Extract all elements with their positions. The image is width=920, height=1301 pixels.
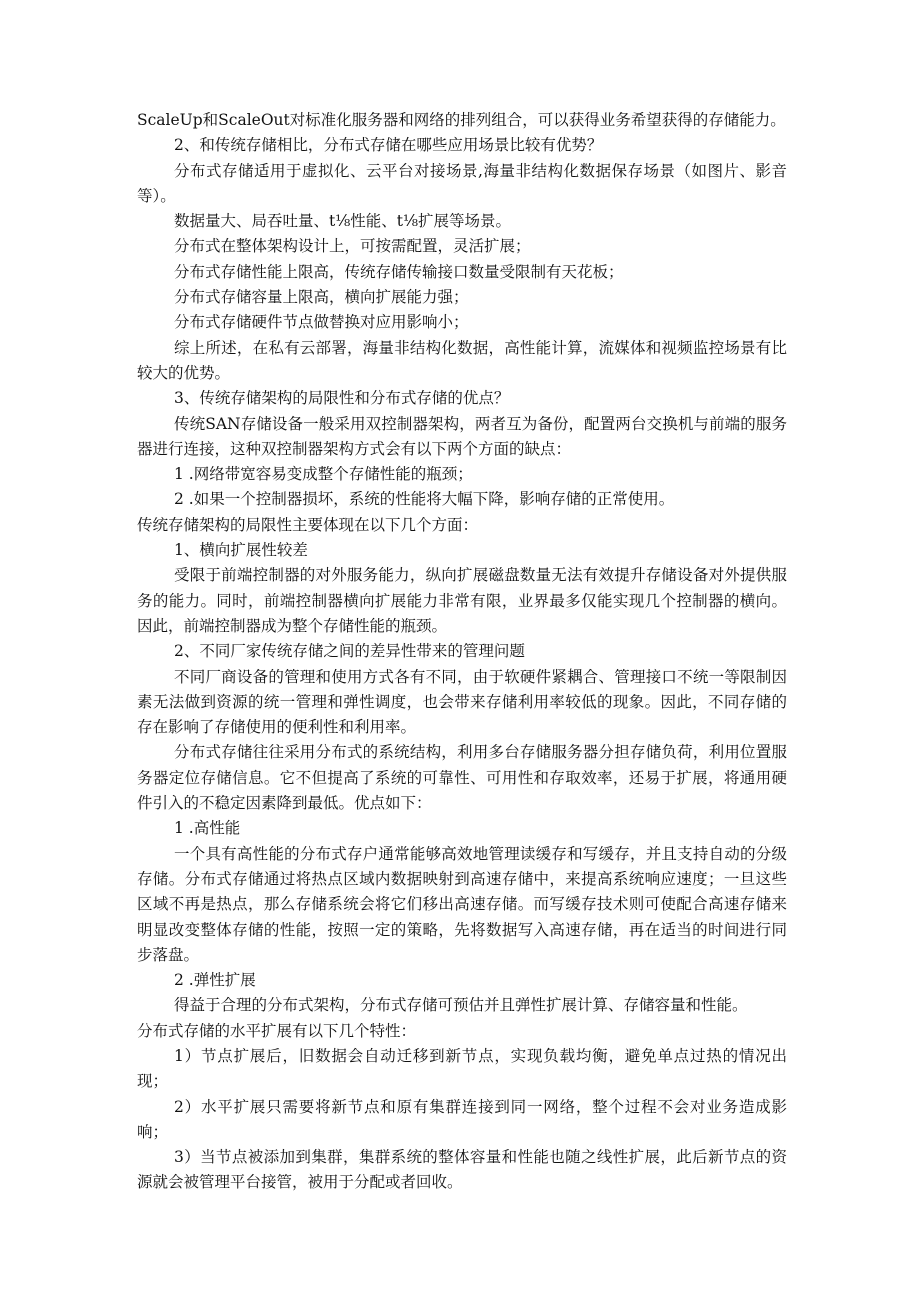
paragraph: 一个具有高性能的分布式存户通常能够高效地管理读缓存和写缓存，并且支持自动的分级存储。分布式存储通过将热点区域内数据映射到高速存储中，来提高系统响应速度；一旦这些区域不再是热点，那么存储系统会将它们移出高速存储。而写缓存技术则可使配合高速存储来明显改变整体存储的性能，按照一定的策略，先将数据写入高速存储，再在适当的时间进行同步落盘。 [137, 844, 787, 964]
paragraph: 得益于合理的分布式架构，分布式存储可预估并且弹性扩展计算、存储容量和性能。 [174, 996, 748, 1015]
subheading: 1、横向扩展性较差 [174, 541, 308, 560]
paragraph: 分布式存储往往采用分布式的系统结构，利用多台存储服务器分担存储负荷，利用位置服务器定位存储信息。它不但提高了系统的可靠性、可用性和存取效率，还易于扩展，将通用硬件引入的不稳定因素降到最低。优点如下： [137, 743, 787, 813]
subheading: 2、不同厂家传统存储之间的差异性带来的管理问题 [174, 642, 525, 661]
list-item: 1）节点扩展后，旧数据会自动迁移到新节点，实现负载均衡，避免单点过热的情况出现； [137, 1046, 787, 1091]
question-heading: 2、和传统存储相比，分布式存储在哪些应用场景比较有优势？ [174, 136, 603, 155]
paragraph: 综上所述，在私有云部署，海量非结构化数据，高性能计算，流媒体和视频监控场景有比较大的优势。 [137, 338, 787, 382]
document-body [137, 108, 787, 1196]
paragraph: 数据量大、局吞吐量、t⅛性能、t⅛扩展等场景。 [174, 212, 512, 231]
paragraph: 分布式存储容量上限高，横向扩展能力强； [174, 288, 469, 307]
subheading: 1 .高性能 [174, 819, 241, 838]
list-item: 2 .如果一个控制器损坏，系统的性能将大幅下降，影响存储的正常使用。 [174, 490, 675, 509]
question-heading: 3、传统存储架构的局限性和分布式存储的优点？ [174, 389, 510, 408]
paragraph: 分布式存储的水平扩展有以下几个特性： [137, 1021, 417, 1040]
list-item: 2）水平扩展只需要将新节点和原有集群连接到同一网络，整个过程不会对业务造成影响； [137, 1097, 787, 1141]
subheading: 2 .弹性扩展 [174, 971, 256, 990]
paragraph: 分布式在整体架构设计上，可按需配置，灵活扩展； [174, 237, 531, 256]
paragraph: ScaleUp和ScaleOut对标准化服务器和网络的排列组合，可以获得业务希望获得的存储能力。 [137, 111, 786, 129]
list-item: 3）当节点被添加到集群，集群系统的整体容量和性能也随之线性扩展，此后新节点的资源就会被管理平台接管，被用于分配或者回收。 [137, 1148, 787, 1192]
paragraph: 不同厂商设备的管理和使用方式各有不同，由于软硬件紧耦合、管理接口不统一等限制因素无法做到资源的统一管理和弹性调度，也会带来存储利用率较低的现象。因此，不同存储的存在影响了存储使用的便利性和利用率。 [137, 667, 787, 737]
paragraph: 传统存储架构的局限性主要体现在以下几个方面： [137, 515, 479, 534]
list-item: 1 .网络带宽容易变成整个存储性能的瓶颈； [174, 465, 473, 484]
paragraph: 传统SAN存储设备一般采用双控制器架构，两者互为备份，配置两台交换机与前端的服务器进行连接，这种双控制器架构方式会有以下两个方面的缺点： [137, 414, 787, 458]
paragraph: 受限于前端控制器的对外服务能力，纵向扩展磁盘数量无法有效提升存储设备对外提供服务的能力。同时，前端控制器横向扩展能力非常有限，业界最多仅能实现几个控制器的横向。因此，前端控制器成为整个存储性能的瓶颈。 [137, 566, 787, 635]
paragraph: 分布式存储适用于虚拟化、云平台对接场景,海量非结构化数据保存场景（如图片、影音等）。 [137, 161, 787, 205]
paragraph: 分布式存储硬件节点做替换对应用影响小； [174, 313, 469, 332]
paragraph: 分布式存储性能上限高，传统存储传输接口数量受限制有天花板； [174, 262, 624, 281]
